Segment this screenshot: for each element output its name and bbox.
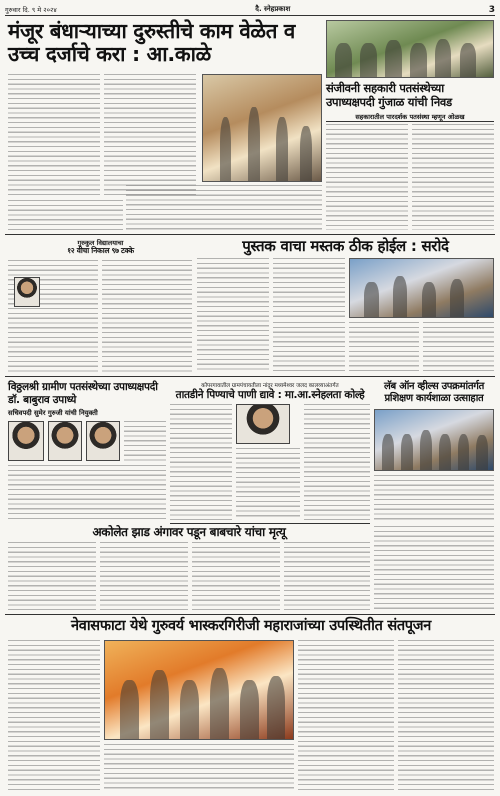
vitthal-portrait-2 (48, 421, 82, 461)
lions-body-col-2 (374, 526, 494, 610)
sanjivani-photo (326, 20, 494, 78)
vitthal-body (124, 421, 166, 461)
kopargaon-body-col-2 (236, 448, 300, 520)
lead-body-col-2 (104, 74, 196, 199)
school-body-col-2 (102, 260, 192, 372)
kopargaon-headline: तातडीने पिण्याचे पाणी द्यावे : मा.आ.स्नेहलता कोल्हे (175, 389, 365, 401)
lions-photo (374, 409, 494, 471)
akole-body-col-4 (284, 542, 370, 610)
lead-body-col-3 (8, 200, 123, 230)
akole-body-col-3 (192, 542, 280, 610)
vitthal-portrait-3 (86, 421, 120, 461)
nevasa-body-col-1 (8, 640, 100, 790)
vitthal-portrait-1 (8, 421, 44, 461)
vitthal-subhead: सचिवपदी सुमेर गुरुजी यांची नियुक्ती (8, 409, 98, 417)
nevasa-photo (104, 640, 294, 740)
lead-headline: मंजूर बंधाऱ्याच्या दुरुस्तीचे काम वेळेत व उच्च दर्जाचे करा : आ.काळे (8, 19, 296, 66)
folio-paper-name: दै. स्नेहप्रकाश (255, 5, 291, 13)
books-body-col-4 (349, 322, 419, 372)
books-body-col-3 (273, 322, 345, 372)
akole-body-col-1 (8, 542, 96, 610)
books-headline: पुस्तक वाचा मस्तक ठीक होईल : सरोदे (242, 237, 449, 255)
books-photo (349, 258, 494, 318)
kopargaon-body-col-3 (304, 404, 370, 520)
nevasa-body-col-2 (298, 640, 394, 790)
lead-photo-1 (202, 74, 322, 182)
sanjivani-body-col-1 (326, 124, 408, 230)
vitthal-body-2 (8, 465, 166, 520)
kopargaon-portrait (236, 404, 290, 444)
akole-headline: अकोलेत झाड अंगावर पडून बाबचारे यांचा मृत्यू (92, 525, 286, 539)
nevasa-headline: नेवासफाटा येथे गुरुवर्य भास्करगिरीजी महाराजांच्या उपस्थितीत संतपूजन (71, 618, 431, 634)
school-portrait (14, 277, 40, 307)
school-subhead: गुरुकुल विद्यालयाचा (77, 239, 124, 247)
sanjivani-subhead: सहकारातील पारदर्शक पतसंस्था म्हणून ओळख (355, 113, 465, 121)
lions-body-col-1 (374, 475, 494, 520)
lead-body-col-1 (8, 74, 100, 199)
nevasa-body-col-3 (398, 640, 494, 790)
school-headline: १२ वीचा निकाल ९७ टक्के (67, 246, 134, 255)
folio-date: गुरुवार दि. ९ मे २०२४ (5, 6, 57, 14)
books-body-col-2 (273, 258, 345, 318)
books-body-col-5 (423, 322, 494, 372)
lead-photo-caption (126, 185, 322, 230)
folio-bar (5, 4, 495, 16)
sanjivani-body-col-2 (412, 124, 494, 230)
kopargaon-body-col-1 (170, 404, 232, 520)
sanjivani-headline: संजीवनी सहकारी पतसंस्थेच्या उपाध्यक्षपदी गुंजाळ यांची निवड (326, 81, 452, 109)
kopargaon-overline: कोपरगावातील ग्रामपंचायतीला नांदूर मध्यमेश्वर जलद कालव्याअंतर्गत (201, 383, 339, 389)
books-body-col-1 (197, 258, 269, 372)
akole-body-col-2 (100, 542, 188, 610)
vitthal-headline: विठ्ठलश्री ग्रामीण पतसंस्थेच्या उपाध्यक्षपदी डॉ. बाबुराव उपाध्ये (8, 381, 158, 406)
folio-page-number: 3 (488, 4, 495, 15)
nevasa-photo-caption (104, 744, 294, 790)
lions-headline: लॅब ऑन व्हील्स उपक्रमांतर्गत प्रशिक्षण कार्यशाळा उत्साहात (384, 381, 484, 404)
